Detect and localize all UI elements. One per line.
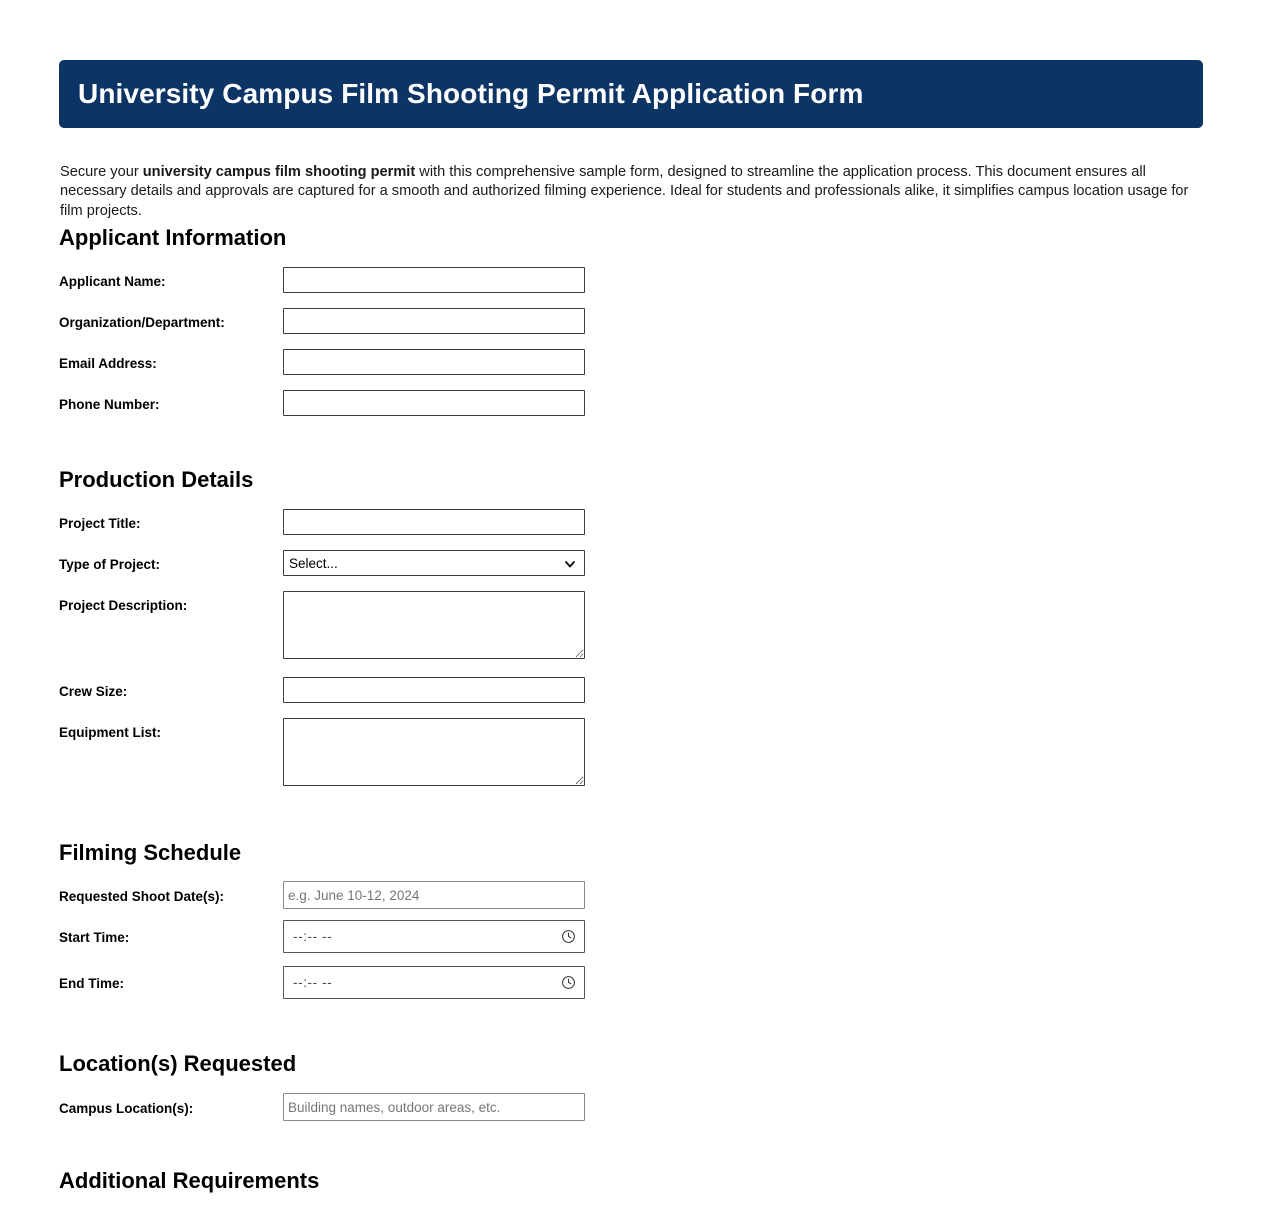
intro-text-part2: with this comprehensive sample form, designed to streamline the application process. This document ensures all necessary details and approvals are captured for a smooth and authorized filming experience. Ideal for students and professionals alike, it simplifies campus location usage for film projects. <box>60 163 1189 219</box>
field-row-project-description <box>59 597 659 625</box>
field-row-applicant-name <box>59 273 659 301</box>
input-email-address[interactable] <box>283 349 585 375</box>
field-row-email-address <box>59 355 659 383</box>
field-row-equipment-list <box>59 724 659 752</box>
label-start-time: Start Time: <box>59 930 130 945</box>
label-end-time: End Time: <box>59 976 125 991</box>
intro-paragraph <box>60 163 1190 222</box>
clock-icon[interactable] <box>561 975 576 990</box>
textarea-equipment-list[interactable] <box>283 718 585 786</box>
label-project-title: Project Title: <box>59 516 141 531</box>
textarea-project-description[interactable] <box>283 591 585 659</box>
field-row-campus-locations <box>59 1100 659 1128</box>
label-email-address: Email Address: <box>59 356 157 371</box>
section-heading-additional-requirements: Additional Requirements <box>59 1168 320 1193</box>
intro-text-part1: Secure your <box>60 163 143 180</box>
field-row-start-time <box>59 929 659 957</box>
select-type-of-project[interactable] <box>283 550 585 576</box>
label-phone-number: Phone Number: <box>59 397 160 412</box>
input-organization-department[interactable] <box>283 308 585 334</box>
input-phone-number[interactable] <box>283 390 585 416</box>
page-header-banner <box>59 60 1203 128</box>
start-time-placeholder: --:-- -- <box>293 929 333 944</box>
field-row-project-title <box>59 515 659 543</box>
input-project-title[interactable] <box>283 509 585 535</box>
label-organization-department: Organization/Department: <box>59 315 225 330</box>
input-requested-shoot-dates[interactable] <box>283 881 585 909</box>
label-applicant-name: Applicant Name: <box>59 274 166 289</box>
field-row-requested-shoot-dates <box>59 888 659 916</box>
section-heading-filming-schedule: Filming Schedule <box>59 840 242 865</box>
input-campus-locations[interactable] <box>283 1093 585 1121</box>
page-title: University Campus Film Shooting Permit Application Form <box>78 78 864 109</box>
input-applicant-name[interactable] <box>283 267 585 293</box>
clock-icon[interactable] <box>561 929 576 944</box>
input-start-time[interactable] <box>283 920 585 953</box>
section-heading-applicant-information: Applicant Information <box>59 225 287 250</box>
end-time-placeholder: --:-- -- <box>293 975 333 990</box>
field-row-crew-size <box>59 683 659 711</box>
input-end-time[interactable] <box>283 966 585 999</box>
field-row-end-time <box>59 975 659 1003</box>
field-row-type-of-project <box>59 556 659 584</box>
label-type-of-project: Type of Project: <box>59 557 161 572</box>
field-row-phone-number <box>59 396 659 424</box>
field-row-organization-department <box>59 314 659 342</box>
label-requested-shoot-dates: Requested Shoot Date(s): <box>59 889 225 904</box>
label-campus-locations: Campus Location(s): <box>59 1101 194 1116</box>
intro-text-bold: university campus film shooting permit <box>142 163 416 180</box>
label-project-description: Project Description: <box>59 598 188 613</box>
input-crew-size[interactable] <box>283 677 585 703</box>
section-heading-production-details: Production Details <box>59 467 254 492</box>
label-equipment-list: Equipment List: <box>59 725 161 740</box>
select-wrapper-type-of-project <box>59 556 659 584</box>
label-crew-size: Crew Size: <box>59 684 128 699</box>
section-heading-locations-requested: Location(s) Requested <box>59 1051 297 1076</box>
